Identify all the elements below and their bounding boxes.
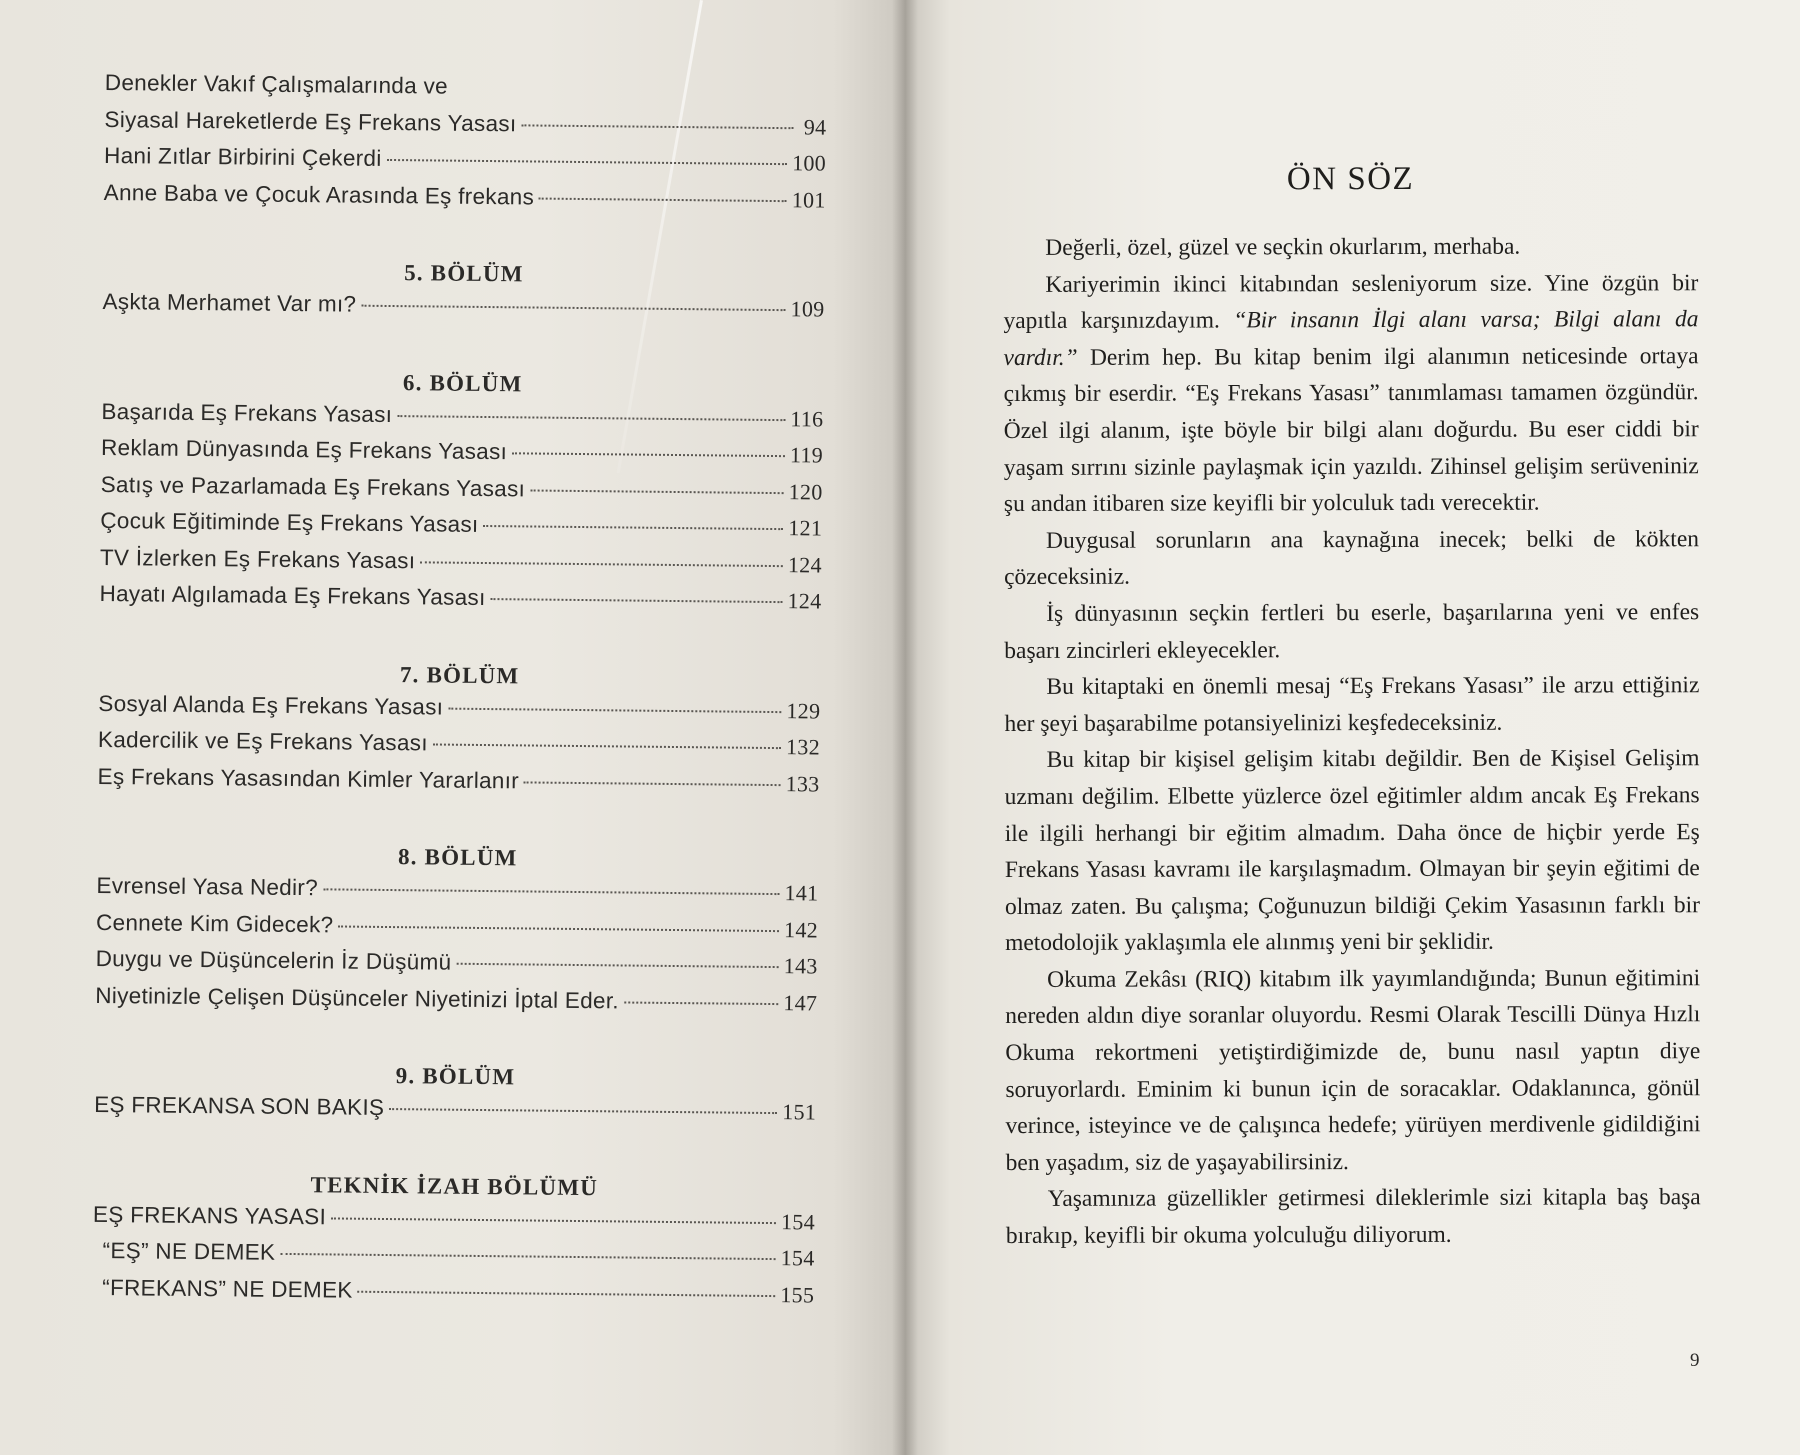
toc-entry-title: Cennete Kim Gidecek? (95, 909, 334, 937)
toc-leader-dots (539, 197, 787, 202)
toc-entry-page: 154 (780, 1208, 816, 1234)
foreword-paragraph: Okuma Zekâsı (RIQ) kitabım ilk yayımlandığında; Bunun eğitimini nereden aldın diye soranlar oluyordu. Resmi Olarak Tescilli Dünya Hızlı Okuma rekortmeni yetiştirdiğimizde de, bunu nasıl yaptın diye soruyorlardı. Eminim ki bunun için de soracaklar. Odaklanınca, gönül verince, isteyince ve de çalışınca hedefe; yürüyen merdivenle gidildiğini ben yaşadım, siz de yaşayabilirsiniz. (1005, 965, 1701, 1176)
foreword-paragraph: Duygusal sorunların ana kaynağına inecek; belki de kökten çözeceksiniz. (1004, 525, 1700, 591)
toc-entry-page: 132 (785, 734, 821, 760)
toc-leader-dots (491, 598, 783, 603)
toc-leader-dots (530, 489, 784, 494)
toc-entry-title: Siyasal Hareketlerde Eş Frekans Yasası (104, 106, 517, 136)
toc-leader-dots (361, 305, 785, 311)
toc-entry-title: Eş Frekans Yasasından Kimler Yararlanır (97, 763, 520, 793)
toc-leader-dots (524, 781, 781, 786)
toc-leader-dots (521, 124, 793, 129)
toc-leader-dots (280, 1253, 775, 1260)
toc-entry-title: Hani Zıtlar Birbirini Çekerdi (103, 142, 382, 171)
toc-leader-dots (484, 525, 784, 530)
toc-entry-title: Hayatı Algılamada Eş Frekans Yasası (99, 580, 486, 611)
toc-leader-dots (397, 415, 785, 421)
foreword-paragraph: Yaşamınıza güzellikler getirmesi dileklerimle sizi kitapla baş başa bırakıp, keyifli bir okuma yolculuğu diliyorum. (1005, 1184, 1701, 1250)
toc-section-heading: 8. BÖLÜM (397, 844, 518, 871)
toc-section-heading: 7. BÖLÜM (399, 661, 520, 688)
toc-entry-page: 119 (789, 442, 824, 468)
toc-leader-dots (624, 1001, 778, 1005)
toc-entry-title: TV İzlerken Eş Frekans Yasası (99, 544, 416, 573)
page-number: 9 (1690, 1350, 1700, 1371)
toc-entry-title: Başarıda Eş Frekans Yasası (101, 398, 393, 427)
toc-section-heading: 6. BÖLÜM (402, 369, 523, 396)
toc-entry-page: 142 (784, 916, 819, 943)
toc-entry-page: 143 (783, 953, 818, 979)
toc-entry-title: Aşkta Merhamet Var mı? (102, 288, 357, 317)
toc-entry-title: Denekler Vakıf Çalışmalarında ve (104, 70, 449, 99)
foreword-title: ÖN SÖZ (1286, 160, 1415, 198)
paragraph-text: Kariyerimin ikinci kitabından sesleniyorum size. Yine özgün bir yapıtla karşınızdayım. (1003, 269, 1699, 335)
toc-leader-dots (387, 159, 788, 165)
toc-entry-page: 124 (787, 551, 822, 578)
toc-section-heading: 5. BÖLÜM (404, 260, 524, 287)
toc-leader-dots (433, 743, 781, 749)
toc-entry-title: Çocuk Eğitiminde Eş Frekans Yasası (100, 507, 479, 537)
toc-entry-page: 100 (792, 150, 827, 176)
toc-entry-page: 120 (788, 478, 823, 505)
foreword (1003, 158, 1701, 1254)
foreword-paragraph: Bu kitap bir kişisel gelişim kitabı değildir. Ben de Kişisel Gelişim uzmanı değilim. Elbette yüzlerce özel eğitimler aldım ancak Eş Frekans ile ilgili herhangi bir eğitim almadım. Daha önce de hiçbir yerde Eş Frekans Yasası kavramı ile karşılaşmadım. Olmayan bir şeyin eğitimi de olmaz zaten. Bu çalışma; Çoğunuzun bildiği Çekim Yasasının farklı bir metodolojik yaklaşımla ele alınmış yeni bir şeklidir. (1004, 745, 1700, 957)
toc-entry-page: 101 (791, 186, 826, 213)
toc-entry-page: 109 (790, 296, 825, 322)
toc-leader-dots (338, 925, 779, 932)
toc-leader-dots (448, 707, 781, 712)
toc-leader-dots (358, 1290, 776, 1296)
toc-entry-title: Anne Baba ve Çocuk Arasında Eş frekans (103, 179, 535, 209)
book-gutter (892, 0, 918, 1455)
toc-leader-dots (323, 888, 780, 895)
quote-text: “Bir insanın İlgi alanı varsa; Bilgi alanı da vardır.” (1003, 306, 1699, 371)
toc-entry-page: 155 (780, 1281, 815, 1307)
toc-entry-title: Kadercilik ve Eş Frekans Yasası (97, 726, 428, 756)
foreword-paragraph: Değerli, özel, güzel ve seçkin okurlarım, merhaba. (1045, 233, 1521, 261)
toc-entry-page: 94 (803, 113, 827, 140)
toc-entry-page: 116 (790, 405, 824, 432)
toc-entry-title: “EŞ” NE DEMEK (102, 1238, 276, 1265)
toc-entry-title: Reklam Dünyasında Eş Frekans Yasası (100, 434, 508, 465)
toc-entry-title: Niyetinizle Çelişen Düşünceler Niyetinizi İptal Eder. (95, 982, 620, 1013)
toc-entry-page: 121 (788, 515, 823, 541)
toc-entry-title: Sosyal Alanda Eş Frekans Yasası (98, 690, 444, 720)
toc-entry-page: 133 (785, 770, 820, 797)
foreword-paragraph (1003, 265, 1699, 523)
toc-entry-page: 124 (787, 588, 822, 614)
toc-leader-dots (420, 561, 783, 567)
toc-entry (92, 1274, 814, 1318)
toc-entry-page: 147 (783, 989, 818, 1016)
toc-entry-title: Duygu ve Düşüncelerin İz Düşümü (95, 945, 452, 975)
toc-entry-title: EŞ FREKANS YASASI (92, 1201, 327, 1229)
toc-entry-page: 129 (786, 697, 821, 724)
foreword-paragraph: Bu kitaptaki en önemli mesaj “Eş Frekans Yasası” ile arzu ettiğiniz her şeyi başarabilme potansiyelinizi keşfedeceksiniz. (1004, 672, 1700, 737)
toc-leader-dots (331, 1217, 776, 1224)
toc-entry-title: “FREKANS” NE DEMEK (102, 1274, 353, 1303)
toc-section-heading: TEKNİK İZAH BÖLÜMÜ (310, 1171, 599, 1200)
toc-entry-page: 141 (784, 880, 819, 906)
foreword-paragraph: İş dünyasının seçkin fertleri bu eserle, başarılarına yeni ve enfes başarı zincirleri ekleyecekler. (1004, 599, 1700, 664)
toc-leader-dots (456, 963, 778, 968)
table-of-contents (92, 70, 827, 1318)
toc-leader-dots (512, 452, 785, 457)
toc-leader-dots (389, 1108, 777, 1114)
paragraph-text: Derim hep. Bu kitap benim ilgi alanımın neticesinde ortaya çıkmış bir eserdir. “Eş Frekans Yasası” tanımlaması tamamen özgündür. Özel ilgi alanım, işte böyle bir bilgi alanı doğurdu. Bu eser ciddi bir yaşam sırrını sizinle paylaşmak için yazıldı. Zihinsel gelişim serüveniniz şu andan itibaren size keyifli bir yolculuk tadı verecektir. (1003, 342, 1699, 518)
toc-entry-title: EŞ FREKANSA SON BAKIŞ (94, 1091, 385, 1120)
toc-entry-page: 154 (780, 1245, 815, 1271)
toc-entry-page: 151 (782, 1099, 817, 1125)
toc-entry-title: Satış ve Pazarlamada Eş Frekans Yasası (100, 471, 526, 501)
toc-section-heading: 9. BÖLÜM (395, 1063, 516, 1090)
toc-entry-title: Evrensel Yasa Nedir? (96, 872, 319, 901)
